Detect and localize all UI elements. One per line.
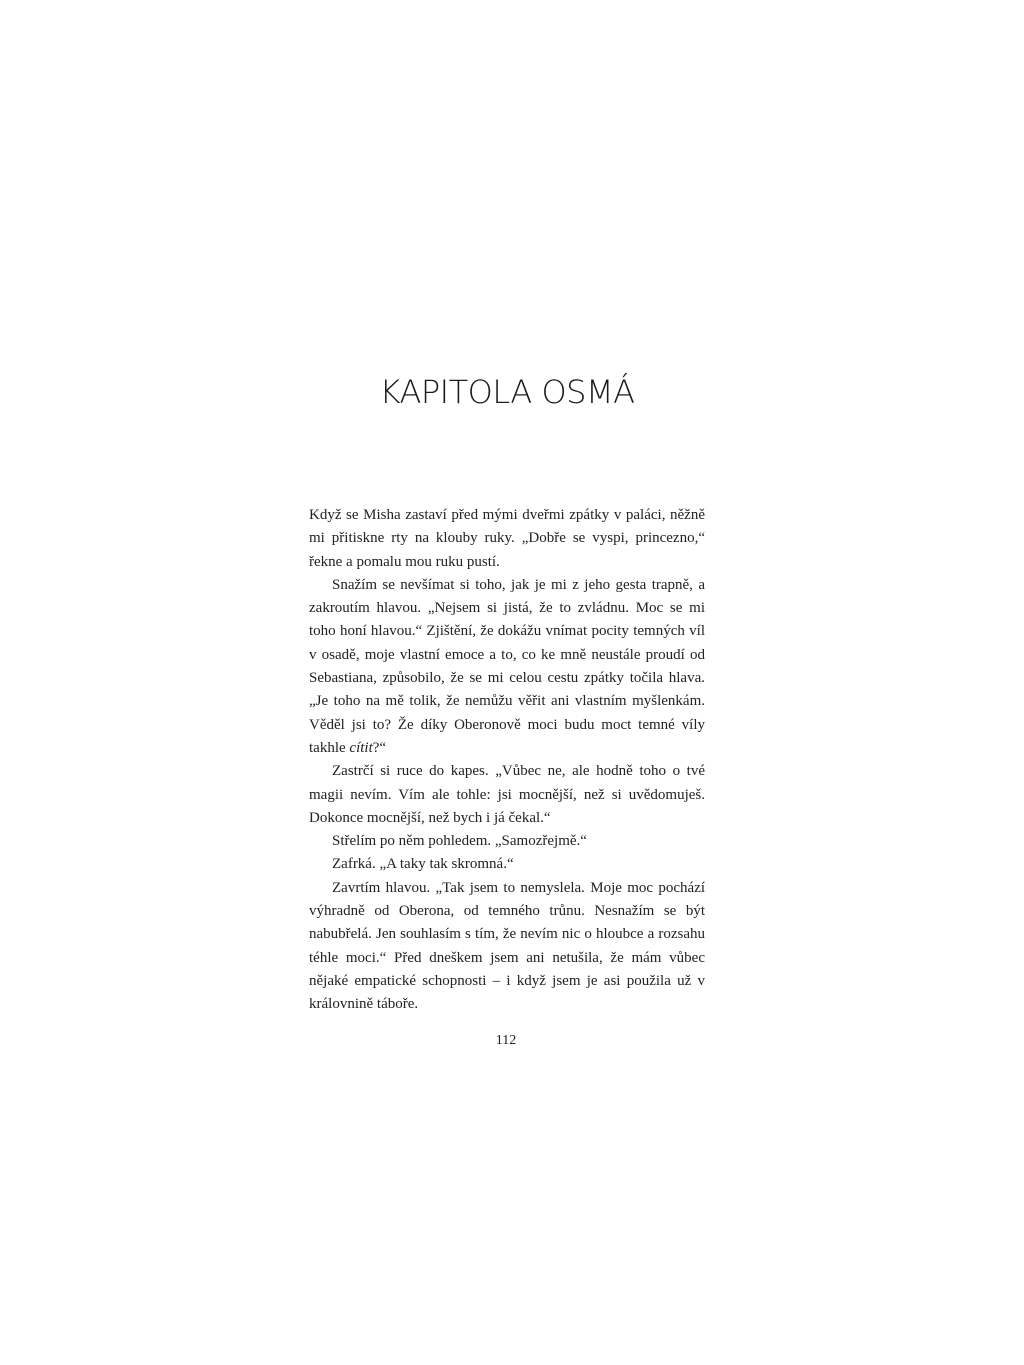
paragraph: Když se Misha zastaví před mými dveřmi zpátky v paláci, něžně mi přitiskne rty na klouby ruky. „Dobře se vyspi, princezno,“ řekne a pomalu mou ruku pustí. [309,507,705,570]
emphasized-word: cítit [349,739,373,756]
page-number: 112 [495,1033,517,1048]
paragraph-text: Snažím se nevšímat si toho, jak je mi z jeho gesta trapně, a zakroutím hlavou. „Nejsem si jistá, že to zvládnu. Moc se mi toho honí hlavou.“ Zjištění, že dokážu vnímat pocity temných víl v osadě, moje vlastní emoce a to, co ke mně neustále proudí od Sebastiana, způsobilo, že se mi celou cestu zpátky točila hlava. „Je toho na mě tolik, že nemůžu věřit ani vlastním myšlenkám. Věděl jsi to? Že díky Oberonově moci budu moct temné víly takhle [309,576,705,756]
chapter-title: KAPITOLA OSMÁ [379,373,635,411]
paragraph: Zafrká. „A taky tak skromná.“ [332,856,514,873]
paragraph [309,574,705,760]
paragraph: Zavrtím hlavou. „Tak jsem to nemyslela. Moje moc pochází výhradně od Oberona, od temného trůnu. Nesnažím se být nabubřelá. Jen souhlasím s tím, že nevím nic o hloubce a rozsahu téhle moci.“ Před dneškem jsem ani netušila, že mám vůbec nějaké empatické schopnosti – i když jsem je asi použila už v královnině táboře. [309,879,705,1013]
chapter-body [309,504,705,1017]
paragraph-tail: ?“ [372,739,387,756]
paragraph: Zastrčí si ruce do kapes. „Vůbec ne, ale hodně toho o tvé magii nevím. Vím ale tohle: jsi mocnější, než si uvědomuješ. Dokonce mocnější, než bych i já čekal.“ [309,763,705,826]
paragraph: Střelím po něm pohledem. „Samozřejmě.“ [332,833,587,850]
